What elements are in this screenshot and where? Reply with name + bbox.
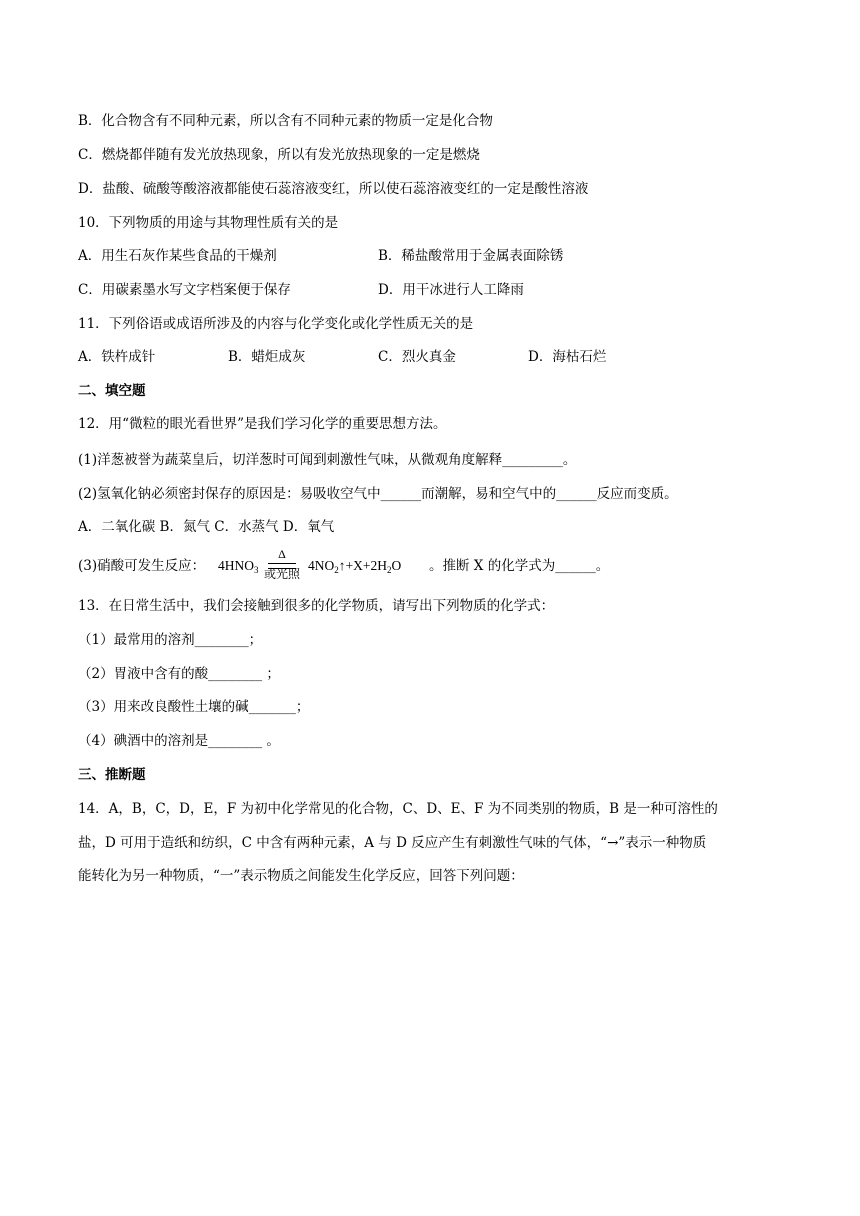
q10-options-row-2 <box>78 280 778 300</box>
section-heading-inference: 三、推断题 <box>78 767 146 783</box>
q14-line-3: 能转化为另一种物质，“一”表示物质之间能发生化学反应，回答下列问题： <box>78 868 524 884</box>
q13-part-2: （2）胃液中含有的酸________ ； <box>78 666 280 682</box>
q14-line-2: 盐，D 可用于造纸和纺织，C 中含有两种元素，A 与 D 反应产生有刺激性气味的气体，“→”表示一种物质 <box>78 835 707 851</box>
q10-stem: 10．下列物质的用途与其物理性质有关的是 <box>78 215 339 231</box>
q12-part-1: (1)洋葱被誉为蔬菜皇后，切洋葱时可闻到刺激性气味，从微观角度解释_________。 <box>78 452 577 468</box>
q10-option-c: C．用碳素墨水写文字档案便于保存 <box>78 282 291 298</box>
q14-line-1: 14．A，B，C，D，E，F 为初中化学常见的化合物，C、D、E、F 为不同类别的物质，B 是一种可溶性的 <box>78 801 718 817</box>
equation-condition-light: 或光照 <box>263 567 300 581</box>
q9-option-d: D．盐酸、硫酸等酸溶液都能使石蕊溶液变红，所以使石蕊溶液变红的一定是酸性溶液 <box>78 181 589 197</box>
q11-option-a: A．铁杵成针 <box>78 349 156 365</box>
q9-option-c: C．燃烧都伴随有发光放热现象，所以有发光放热现象的一定是燃烧 <box>78 147 480 163</box>
q11-options-row <box>78 347 778 367</box>
equation-condition-heat: Δ <box>278 547 286 561</box>
q11-stem: 11．下列俗语或成语所涉及的内容与化学变化或化学性质无关的是 <box>78 316 474 332</box>
section-heading-fill-in: 二、填空题 <box>78 383 146 399</box>
q13-part-3: （3）用来改良酸性土壤的碱_______； <box>78 699 310 715</box>
q13-stem: 13．在日常生活中，我们会接触到很多的化学物质，请写出下列物质的化学式： <box>78 598 555 614</box>
q11-option-b: B．蜡炬成灰 <box>228 349 306 365</box>
q13-part-1: （1）最常用的溶剂________； <box>78 632 263 648</box>
q10-options-row-1 <box>78 246 778 266</box>
equation-products: $4NO_2↑+X+2H_2O$ <box>308 558 402 575</box>
q10-option-a: A．用生石灰作某些食品的干燥剂 <box>78 248 277 264</box>
q13-part-4: （4）碘酒中的溶剂是________ 。 <box>78 733 280 749</box>
q11-option-c: C．烈火真金 <box>378 349 456 365</box>
q10-option-d: D．用干冰进行人工降雨 <box>378 282 524 298</box>
q9-option-b: B．化合物含有不同种元素，所以含有不同种元素的物质一定是化合物 <box>78 113 493 129</box>
q12-part-2: (2)氢氧化钠必须密封保存的原因是：易吸收空气中______而潮解，易和空气中的______反应而变质。 <box>78 486 678 502</box>
q11-option-d: D．海枯石烂 <box>528 349 607 365</box>
nitric-acid-equation <box>218 547 428 581</box>
q12-part-3-suffix: 。推断 X 的化学式为______。 <box>429 558 610 574</box>
q12-part-3-prefix: (3)硝酸可发生反应： <box>78 558 206 574</box>
q12-part-3 <box>78 547 778 581</box>
equation-reactant: $4HNO_3$ <box>218 558 259 575</box>
q12-stem: 12．用“微粒的眼光看世界”是我们学习化学的重要思想方法。 <box>78 416 447 432</box>
q12-part-2-options: A．二氧化碳 B．氮气 C．水蒸气 D．氧气 <box>78 519 335 535</box>
q10-option-b: B．稀盐酸常用于金属表面除锈 <box>378 248 564 264</box>
